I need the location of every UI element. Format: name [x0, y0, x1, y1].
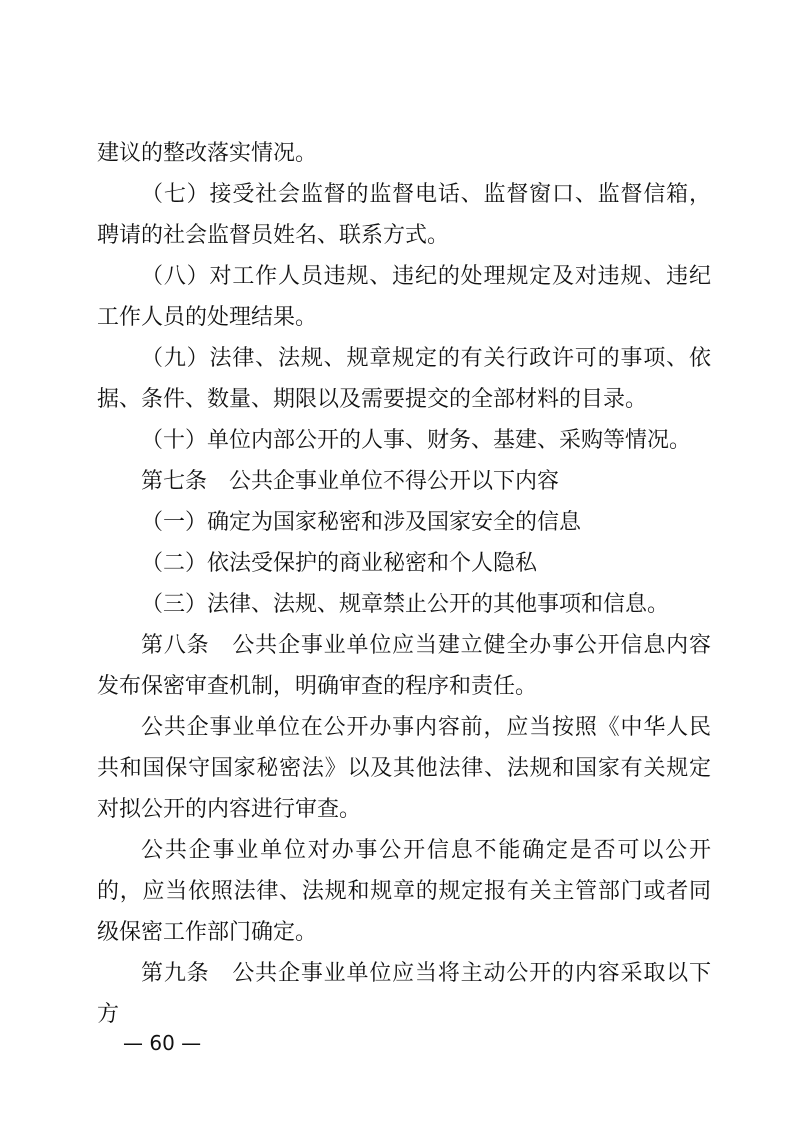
paragraph-article-9: 第九条 公共企事业单位应当将主动公开的内容采取以下方	[97, 961, 711, 1027]
paragraph-item-3: （三）法律、法规、规章禁止公开的其他事项和信息。	[141, 592, 670, 617]
page-footer	[123, 1030, 201, 1056]
paragraph-item-7: （七）接受社会监督的监督电话、监督窗口、监督信箱，聘请的社会监督员姓名、联系方式。	[97, 182, 711, 248]
page-number: — 60 —	[123, 1031, 202, 1055]
paragraph-article-7: 第七条 公共企事业单位不得公开以下内容	[141, 469, 560, 494]
paragraph-item-10: （十）单位内部公开的人事、财务、基建、采购等情况。	[141, 428, 692, 453]
paragraph-article-8-clause-2: 公共企事业单位在公开办事内容前，应当按照《中华人民共和国保守国家秘密法》以及其他法律、法规和国家有关规定对拟公开的内容进行审查。	[97, 715, 711, 822]
document-body	[97, 133, 711, 1035]
paragraph-item-8: （八）对工作人员违规、违纪的处理规定及对违规、违纪工作人员的处理结果。	[97, 264, 711, 330]
paragraph-continuation: 建议的整改落实情况。	[97, 141, 318, 166]
paragraph-article-8: 第八条 公共企事业单位应当建立健全办事公开信息内容发布保密审查机制，明确审查的程序和责任。	[97, 633, 711, 699]
paragraph-item-2: （二）依法受保护的商业秘密和个人隐私	[141, 551, 538, 576]
paragraph-item-1: （一）确定为国家秘密和涉及国家安全的信息	[141, 510, 582, 535]
paragraph-item-9: （九）法律、法规、规章规定的有关行政许可的事项、依据、条件、数量、期限以及需要提交的全部材料的目录。	[97, 346, 711, 412]
paragraph-article-8-clause-3: 公共企事业单位对办事公开信息不能确定是否可以公开的，应当依照法律、法规和规章的规定报有关主管部门或者同级保密工作部门确定。	[97, 838, 711, 945]
